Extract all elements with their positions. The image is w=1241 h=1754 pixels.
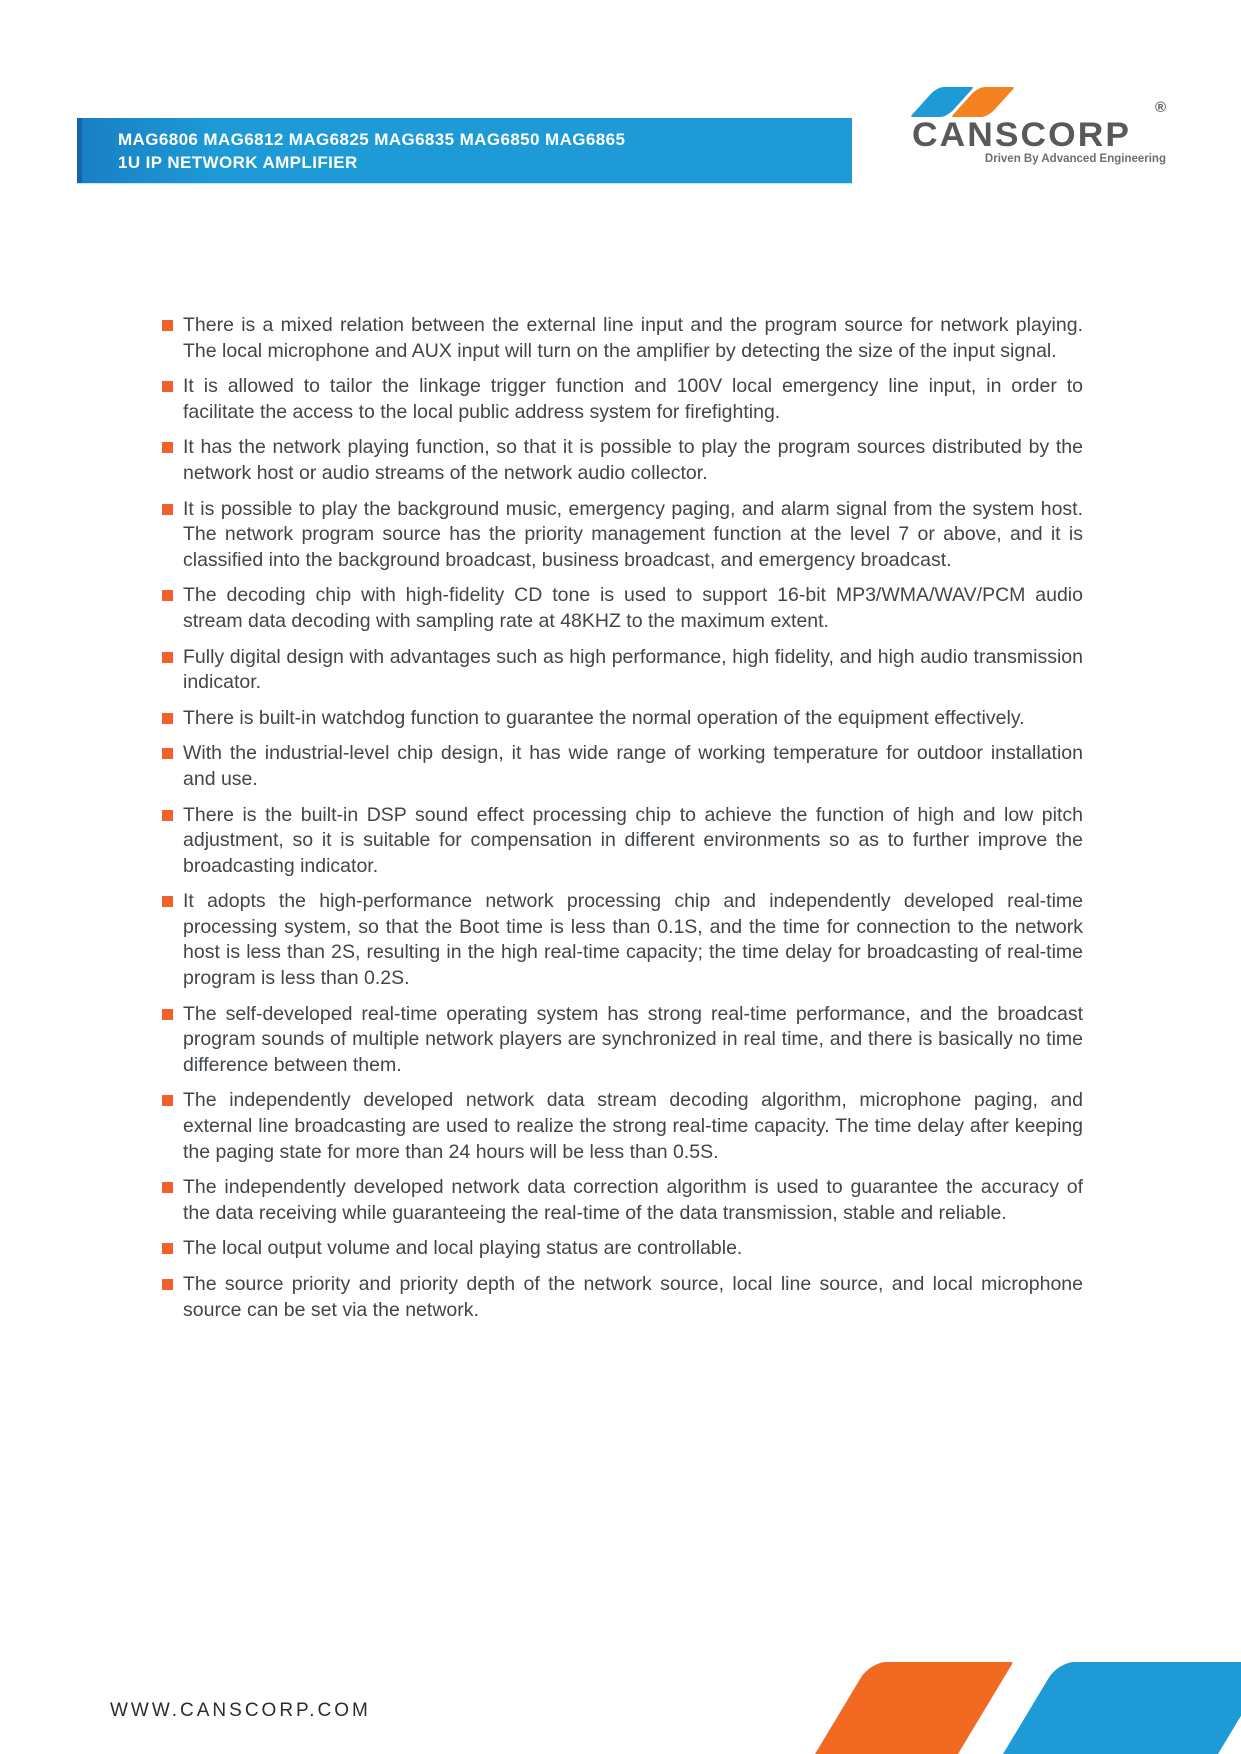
feature-list-item [162,313,1083,364]
feature-list-item [162,645,1083,696]
feature-list-item [162,1272,1083,1323]
bullet-square-icon [162,590,173,601]
feature-text: It is possible to play the background music, emergency paging, and alarm signal from the system host. The network program source has the priority management function at the level 7 or above, and it is classified into the background broadcast, business broadcast, and emergency broadcast. [183,497,1083,571]
bullet-square-icon [162,810,173,821]
feature-list-item [162,889,1083,991]
bullet-square-icon [162,1009,173,1020]
bullet-square-icon [162,381,173,392]
feature-text: The source priority and priority depth of the network source, local line source, and local microphone source can be set via the network. [183,1273,1083,1321]
feature-text: The local output volume and local playing status are controllable. [183,1237,743,1260]
feature-text: It is allowed to tailor the linkage trigger function and 100V local emergency line input, in order to facilitate the access to the local public address system for firefighting. [183,375,1083,423]
feature-list-item [162,741,1083,792]
feature-text: Fully digital design with advantages such as high performance, high fidelity, and high audio transmission indicator. [183,645,1083,694]
product-type-title: 1U IP NETWORK AMPLIFIER [118,152,358,172]
product-models-title: MAG6806 MAG6812 MAG6825 MAG6835 MAG6850 MAG6865 [118,129,626,149]
feature-list-item [162,1088,1083,1165]
bullet-square-icon [162,896,173,907]
feature-list-item [162,374,1083,425]
feature-list-item [162,1175,1083,1226]
feature-list-item [162,706,1083,732]
feature-list-item [162,803,1083,880]
feature-list-item [162,1236,1083,1262]
bullet-square-icon [162,1182,173,1193]
feature-list-item [162,435,1083,486]
feature-list [162,313,1083,1333]
feature-text: The independently developed network data stream decoding algorithm, microphone paging, and external line broadcasting are used to realize the strong real-time capacity. The time delay after keeping the paging state for more than 24 hours will be less than 0.5S. [183,1089,1083,1163]
feature-text: It has the network playing function, so that it is possible to play the program sources distributed by the network host or audio streams of the network audio collector. [183,436,1083,484]
feature-list-item [162,583,1083,634]
footer-parallelogram-blue-icon [1003,1662,1241,1754]
header-title-bar [77,118,852,183]
canscorp-logo [902,84,1168,168]
brand-tagline: Driven By Advanced Engineering [984,153,1166,165]
feature-text: The decoding chip with high-fidelity CD tone is used to support 16-bit MP3/WMA/WAV/PCM audio stream data decoding with sampling rate at 48KHZ to the maximum extent. [183,584,1083,632]
bullet-square-icon [162,1243,173,1254]
bullet-square-icon [162,504,173,515]
brand-wordmark: CANSCORP [912,116,1132,154]
bullet-square-icon [162,442,173,453]
bullet-square-icon [162,1279,173,1290]
feature-text: It adopts the high-performance network processing chip and independently developed real-time processing system, so that the Boot time is less than 0.1S, and the time for connection to the network host is less than 2S, resulting in the high real-time capacity; the time delay for broadcasting of real-time program is less than 0.2S. [183,890,1083,990]
bullet-square-icon [162,713,173,724]
feature-text: The independently developed network data correction algorithm is used to guarantee the accuracy of the data receiving while guaranteeing the real-time of the data transmission, stable and reliable. [183,1176,1083,1224]
footer-parallelogram-orange-icon [815,1662,1013,1754]
bullet-square-icon [162,1095,173,1106]
feature-list-item [162,497,1083,574]
feature-text: There is built-in watchdog function to guarantee the normal operation of the equipment effectively. [183,706,1025,729]
website-url: WWW.CANSCORP.COM [110,1700,371,1721]
feature-list-item [162,1002,1083,1079]
feature-text: There is a mixed relation between the external line input and the program source for network playing. The local microphone and AUX input will turn on the amplifier by detecting the size of the input signal. [183,314,1083,362]
bullet-square-icon [162,748,173,759]
feature-text: The self-developed real-time operating system has strong real-time performance, and the broadcast program sounds of multiple network players are synchronized in real time, and there is basically no time difference between them. [183,1002,1083,1076]
feature-text: With the industrial-level chip design, it has wide range of working temperature for outdoor installation and use. [183,742,1083,790]
feature-text: There is the built-in DSP sound effect processing chip to achieve the function of high and low pitch adjustment, so it is suitable for compensation in different environments so as to further improve the broadcasting indicator. [183,803,1083,877]
registered-trademark-icon: ® [1154,99,1166,116]
bullet-square-icon [162,320,173,331]
bullet-square-icon [162,652,173,663]
